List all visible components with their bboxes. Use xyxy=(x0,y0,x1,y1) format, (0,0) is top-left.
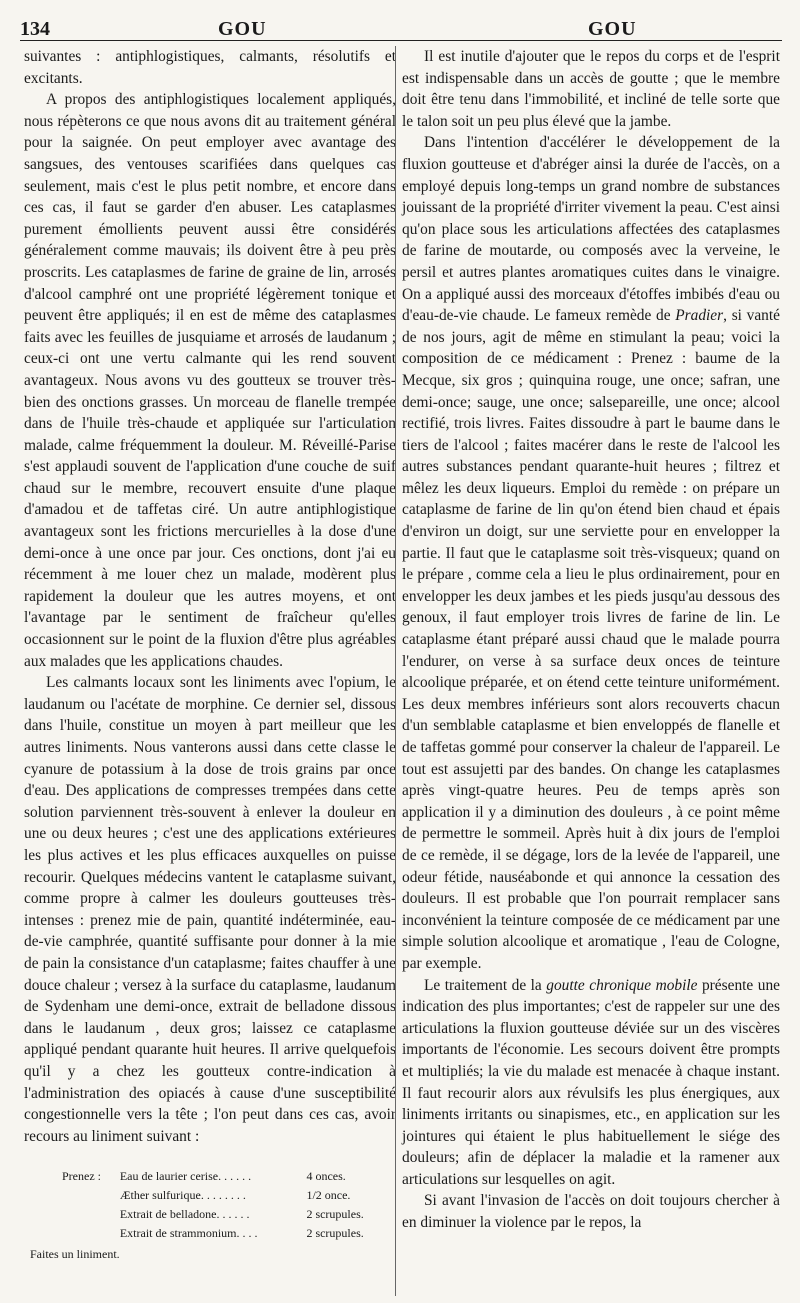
formula-prefix: Prenez : xyxy=(62,1169,101,1184)
left-column xyxy=(24,46,396,1264)
formula-quantity: 2 scrupules. xyxy=(306,1226,364,1241)
formula-drug: Extrait de strammonium. . . . xyxy=(119,1226,258,1241)
paragraph xyxy=(402,975,780,1191)
paragraph: Les calmants locaux sont les liniments avec l'opium, le laudanum ou l'acétate de morphine. Ce dernier sel, dissous dans l'huile, constitue un moyen à part meilleur que les autres liniments. Nous vanterons aussi dans cette classe le cyanure de potassium à la dose de trois grains par once d'eau. Des applications de compresses trempées dans cette solution parviennent très-souvent à enlever la douleur en une ou deux heures ; c'est une des applications extérieures les plus actives et les plus efficaces auxquelles on puisse recourir. Quelques médecins vantent le cataplasme suivant, comme propre à calmer les douleurs goutteuses très-intenses : prenez mie de pain, quantité indéterminée, eau-de-vie camphrée, quantité suffisante pour donner à la mie de pain la consistance d'un cataplasme; faites chauffer à une douce chaleur ; versez à la surface du cataplasme, laudanum de Sydenham une demi-once, extrait de belladone dissous dans le laudanum , deux gros; laissez ce cataplasme appliqué pendant quarante huit heures. Il arrive quelquefois qu'il y a chez les goutteux contre-indication à l'administration des opiacés à cause d'une susceptibilité congestionnelle vers la tête ; l'on peut dans ces cas, avoir recours au liniment suivant : xyxy=(24,674,396,1145)
paragraph-text: , si vanté de nos jours, agit de même en stimulant la peau; voici la composition de ce médicament : Prenez : baume de la Mecque, six gros ; quinquina rouge, une once; safran, une demi-once; sauge, une once; salsepareille, une once; alcool rectifié, trois livres. Faites dissoudre à part le baume dans le tiers de l'alcool ; faites macérer dans le reste de l'alcool les autres substances pendant quarante-huit heures ; filtrez et mêlez les deux liqueurs. Emploi du remède : on prépare un cataplasme de farine de lin qu'on étend bien chaud et épais d'environ un doigt, sur une serviette pour en envelopper la partie. Il faut que le cataplasme soit très-visqueux; quand on le prépare , comme cela a lieu le plus ordinairement, pour en envelopper les deux jambes et les pieds jusqu'au dessous des genoux, il faut employer trois livres de farine de lin. Le cataplasme étant préparé aussi chaud que le malade pourra l'endurer, on verse à sa surface deux onces de teinture alcoolique préparée, et on étend cette teinture uniformément. Les deux membres inférieurs sont alors recouverts chacun d'un semblable cataplasme et bien enveloppés de flanelle et de taffetas gommé pour conserver la chaleur de l'appareil. Le tout est assujetti par des bandes. On change les cataplasmes après vingt-quatre heures. Peu de temps après son application il y a diminution des douleurs , à ce point même de permettre le sommeil. Après huit à dix jours de l'emploi de ce remède, il se dégage, lors de la levée de l'appareil, une odeur fétide, nauséabonde et qui annonce la cessation des douleurs. Il est probable que l'on pourrait remplacer sans inconvénient la teinture composée de ce médicament par une simple solution alcoolique et aromatique , l'eau de Cologne, par exemple. xyxy=(402,307,780,972)
formula-quantity: 1/2 once. xyxy=(306,1188,351,1203)
formula-drug: Extrait de belladone. . . . . . xyxy=(119,1207,250,1222)
paragraph: Il est inutile d'ajouter que le repos du corps et de l'esprit est indispensable dans un accès de goutte ; que le membre doit être tenu dans l'immobilité, et incliné de telle sorte que le talon soit un peu plus élevé que la jambe. xyxy=(402,48,780,130)
prescription-formula xyxy=(24,1167,396,1264)
header-rule xyxy=(20,40,782,41)
formula-row xyxy=(24,1167,396,1186)
formula-row xyxy=(24,1186,396,1205)
formula-quantity: 4 onces. xyxy=(306,1169,346,1184)
right-column xyxy=(402,46,780,1234)
paragraph: A propos des antiphlogistiques localement appliqués, nous répèterons ce que nous avons dit au traitement général pour la saignée. On peut employer avec avantage des sangsues, des ventouses scarifiées dans quelques cas seulement, mais c'est le plus petit nombre, et encore dans ces cas, il faut se garder d'en abuser. Les cataplasmes purement émollients peuvent aussi être considérés généralement comme mauvais; ils doivent être à peu près proscrits. Les cataplasmes de farine de graine de lin, arrosés d'alcool camphré ont une propriété légèrement tonique et peuvent être appliqués; il en est de même des cataplasmes faits avec les feuilles de jusquiame et arrosés de laudanum ; ceux-ci ont une vertu calmante qui les rend souvent avantageux. Nous avons vu des goutteux se trouver très-bien des onctions grasses. Un morceau de flanelle trempée dans de l'huile très-chaude et appliquée sur l'articulation malade, calme fréquemment la douleur. M. Réveillé-Parise s'est applaudi souvent de l'application d'une couche de suif chaud sur le membre, recouvert ensuite d'une plaque d'amadou et de taffetas ciré. Un autre antiphlogistique avantageux sont les frictions mercurielles à la dose d'une demi-once à une once par jour. Ces onctions, dont j'ai eu récemment à me louer chez un malade, modèrent plus rapidement la douleur que les autres moyens, et ont l'avantage par le sentiment de fraîcheur qu'elles occasionnent sur le point de la fluxion d'être plus agréables aux malades que les applications chaudes. xyxy=(24,91,396,670)
paragraph-text: présente une indication des plus importantes; c'est de rappeler sur une des articulations la fluxion goutteuse déviée sur un des viscères importants de l'économie. Les secours doivent être prompts et multipliés; la vie du malade est menacée à chaque instant. Il faut recourir alors aux révulsifs les plus énergiques, aux liniments irritants ou sinapismes, etc., en application sur les jointures qui étaient le plus habituellement le siége des douleurs; afin de déplacer la maladie et la ramener aux articulations sur lesquelles on agit. xyxy=(402,976,780,1188)
right-running-title: GOU xyxy=(588,18,637,40)
formula-quantity: 2 scrupules. xyxy=(306,1207,364,1222)
formula-drug: Æther sulfurique. . . . . . . . xyxy=(119,1188,246,1203)
italic-name: Pradier xyxy=(675,307,724,325)
paragraph: suivantes : antiphlogistiques, calmants, résolutifs et excitants. xyxy=(24,48,396,87)
formula-row xyxy=(24,1205,396,1224)
formula-row xyxy=(24,1224,396,1243)
italic-term: goutte chronique mobile xyxy=(546,976,698,994)
formula-closing: Faites un liniment. xyxy=(30,1247,120,1262)
formula-drug: Eau de laurier cerise. . . . . . xyxy=(119,1169,252,1184)
page-number: 134 xyxy=(20,18,50,40)
paragraph xyxy=(402,132,780,974)
column-divider xyxy=(395,46,396,1296)
paragraph-text: Dans l'intention d'accélérer le développement de la fluxion goutteuse et d'abréger ainsi la durée de l'accès, on a employé depuis long-temps un grand nombre de substances jouissant de la propriété d'irriter vivement la peau. C'est ainsi qu'on place sous les articulations affectées des cataplasmes de farine de moutarde, ou composés avec la verveine, le persil et autres plantes aromatiques cuites dans le vinaigre. On a appliqué aussi des morceaux d'étoffes imbibés d'eau ou d'eau-de-vie chaude. Le fameux remède de xyxy=(402,134,780,325)
left-running-title: GOU xyxy=(218,18,267,40)
paragraph: Si avant l'invasion de l'accès on doit toujours chercher à en diminuer la violence par le repos, la xyxy=(402,1192,780,1232)
paragraph-text: Le traitement de la xyxy=(424,976,547,994)
